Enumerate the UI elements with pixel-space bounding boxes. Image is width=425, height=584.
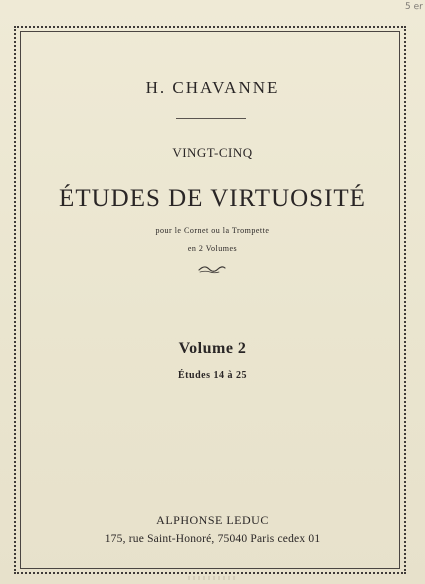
volumes-subtitle: en 2 Volumes xyxy=(187,244,238,253)
decorative-inner-border xyxy=(20,31,400,569)
etudes-range-label: Études 14 à 25 xyxy=(178,370,247,381)
instrument-subtitle: pour le Cornet ou la Trompette xyxy=(155,226,270,235)
publisher-address: 175, rue Saint-Honoré, 75040 Paris cedex 01 xyxy=(104,533,321,545)
bottom-print-mark xyxy=(188,576,238,580)
corner-handwritten-note: 5 er xyxy=(405,1,424,13)
volume-label: Volume 2 xyxy=(178,340,247,357)
work-title: ÉTUDES DE VIRTUOSITÉ xyxy=(59,185,366,212)
author-name: H. CHAVANNE xyxy=(145,78,280,97)
publisher-name: ALPHONSE LEDUC xyxy=(156,513,269,527)
author-divider-line xyxy=(176,118,246,119)
decorative-flourish-icon xyxy=(197,264,227,274)
collection-count-label: VINGT-CINQ xyxy=(172,145,253,160)
